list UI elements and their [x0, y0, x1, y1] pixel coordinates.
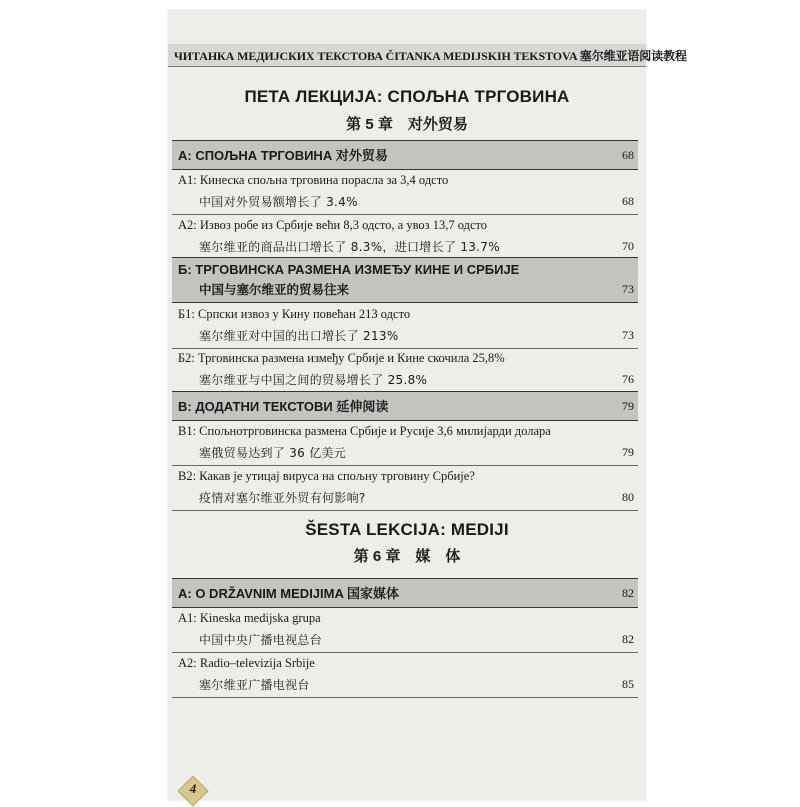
section-title: А: СПОЉНА ТРГОВИНА 对外贸易	[178, 148, 388, 163]
lesson5-title: ПЕТА ЛЕКЦИЈА: СПОЉНА ТРГОВИНА	[244, 87, 570, 106]
entry-subtitle: 塞尔维亚与中国之间的贸易增长了 25.8%	[199, 373, 428, 387]
entry-page: 82	[622, 632, 634, 646]
entry-page: 76	[622, 372, 634, 386]
entry-title: Б1: Српски извоз у Кину повећан 213 одсто	[178, 307, 411, 321]
toc-entry[interactable]	[172, 653, 638, 698]
entry-subtitle: 塞俄贸易达到了 36 亿美元	[199, 446, 347, 460]
entry-title: А2: Извоз робе из Србије већи 8,3 одсто, а увоз 13,7 одсто	[178, 218, 488, 232]
entry-title: Б2: Трговинска размена између Србије и Кине скочила 25,8%	[178, 351, 505, 365]
entry-subtitle: 塞尔维亚的商品出口增长了 8.3%，进口增长了 13.7%	[199, 240, 500, 254]
section-b-bar	[172, 257, 638, 303]
book-page	[168, 10, 687, 800]
section-title: Б: ТРГОВИНСКА РАЗМЕНА ИЗМЕЂУ КИНЕ И СРБИЈЕ	[178, 262, 520, 277]
section-title-cn: 中国与塞尔维亚的贸易往来	[199, 282, 350, 297]
section-page: 79	[622, 399, 634, 413]
lesson5-chapter: 第 5 章 对外贸易	[346, 116, 468, 133]
toc-entry[interactable]	[172, 348, 638, 392]
entry-subtitle: 疫情对塞尔维亚外贸有何影响?	[199, 491, 366, 505]
page-number: 4	[189, 781, 197, 796]
section-v-bar	[172, 391, 638, 421]
running-header-text: ЧИТАНКА МЕДИЈСКИХ ТЕКСТОВА ČITANKA MEDIJSKIH TEKSTOVA 塞尔维亚语阅读教程	[174, 49, 687, 63]
toc-entry[interactable]	[172, 304, 638, 349]
entry-subtitle: 中国中央广播电视总台	[199, 633, 323, 647]
lesson6-chapter: 第 6 章 媒 体	[353, 548, 461, 565]
toc-entry[interactable]	[172, 608, 638, 653]
toc-entry[interactable]	[172, 466, 638, 511]
section-page: 73	[622, 282, 634, 296]
entry-page: 85	[622, 677, 634, 691]
toc-entry[interactable]	[172, 215, 638, 259]
section-title: В: ДОДАТНИ ТЕКСТОВИ 延伸阅读	[178, 399, 389, 414]
entry-page: 68	[622, 194, 634, 208]
entry-page: 80	[622, 490, 634, 504]
entry-page: 73	[622, 328, 634, 342]
entry-title: А1: Кинеска спољна трговина порасла за 3,4 одсто	[178, 173, 449, 187]
entry-title: В2: Какав је утицај вируса на спољну трговину Србије?	[178, 469, 475, 483]
entry-subtitle: 塞尔维亚广播电视台	[199, 678, 310, 692]
entry-title: В1: Спољнотрговинска размена Србије и Русије 3,6 милијарди долара	[178, 424, 551, 438]
running-header	[168, 44, 687, 67]
section-page: 68	[622, 148, 634, 162]
entry-page: 79	[622, 445, 634, 459]
section-a-bar	[172, 140, 638, 170]
section-title: A: O DRŽAVNIM MEDIJIMA 国家媒体	[178, 586, 399, 601]
toc-entry[interactable]	[172, 421, 638, 466]
toc-entry[interactable]	[172, 170, 638, 215]
entry-title: A2: Radio–televizija Srbije	[178, 656, 315, 670]
entry-page: 70	[622, 239, 634, 253]
entry-subtitle: 中国对外贸易额增长了 3.4%	[199, 195, 358, 209]
entry-subtitle: 塞尔维亚对中国的出口增长了 213%	[199, 329, 399, 343]
section-page: 82	[622, 586, 634, 600]
section-a-mediji-bar	[172, 578, 638, 608]
entry-title: A1: Kineska medijska grupa	[178, 611, 321, 625]
lesson6-title: ŠESTA LEKCIJA: MEDIJI	[305, 520, 509, 539]
